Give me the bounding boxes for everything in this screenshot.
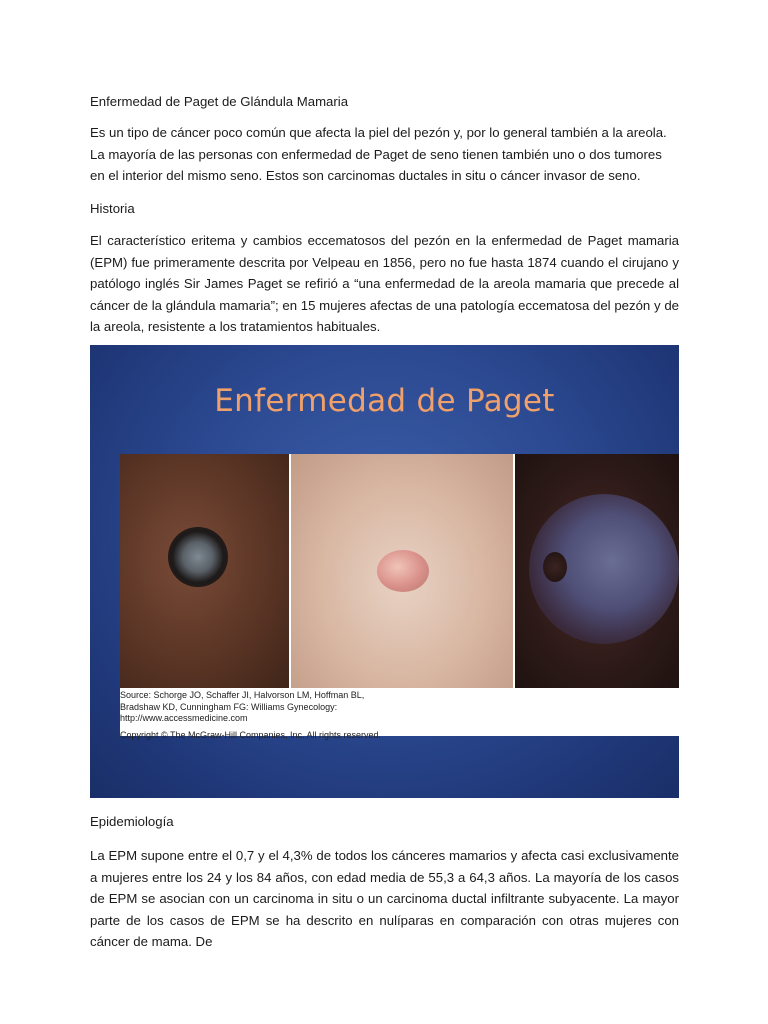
paget-slide-image: [90, 345, 679, 798]
source-line: Bradshaw KD, Cunningham FG: Williams Gynecology:: [120, 701, 338, 712]
epidemiology-paragraph: La EPM supone entre el 0,7 y el 4,3% de todos los cánceres mamarios y afecta casi exclusivamente a mujeres entre los 24 y los 84 años, con edad media de 55,3 a 64,3 años. La mayoría de los casos de EPM se asocian con un carcinoma in situ o un carcinoma ductal infiltrante subyacente. La mayor parte de los casos de EPM se ha descrito en nulíparas en comparación con otras mujeres con cáncer de mama. De: [90, 848, 679, 949]
photo-strip: [120, 454, 679, 740]
intro-paragraph: Es un tipo de cáncer poco común que afecta la piel del pezón y, por lo general también a la areola. La mayoría de las personas con enfermedad de Paget de seno tienen también uno o dos tumores en el interior del mismo seno. Estos son carcinomas ductales in situ o cáncer invasor de seno.: [90, 125, 667, 183]
image-source-caption: [120, 690, 679, 741]
nipple-lesion: [377, 550, 429, 592]
clinical-photo-2: [291, 454, 513, 688]
copyright-line: Copyright © The McGraw-Hill Companies, Inc. All rights reserved.: [120, 729, 382, 740]
history-paragraph: El característico eritema y cambios eccematosos del pezón en la enfermedad de Paget mamaria (EPM) fue primeramente descrita por Velpeau en 1856, pero no fue hasta 1874 cuando el cirujano y patólogo inglés Sir James Paget se refirió a “una enfermedad de la areola mamaria que precede al cáncer de la glándula mamaria”; en 15 mujeres afectas de una patología eccematosa del pezón y de la areola, resistente a los tratamientos habituales.: [90, 233, 679, 334]
epidemiology-heading: Epidemiología: [90, 814, 174, 829]
source-line: http://www.accessmedicine.com: [120, 713, 248, 723]
clinical-photo-1: [120, 454, 289, 688]
nipple-lesion: [168, 527, 228, 587]
document-title: Enfermedad de Paget de Glándula Mamaria: [90, 94, 349, 109]
slide-title: Enfermedad de Paget: [214, 383, 555, 419]
clinical-photo-3: [515, 454, 679, 688]
history-heading: Historia: [90, 201, 135, 216]
nipple: [543, 552, 567, 582]
source-line: Source: Schorge JO, Schaffer JI, Halvorson LM, Hoffman BL,: [120, 690, 365, 700]
